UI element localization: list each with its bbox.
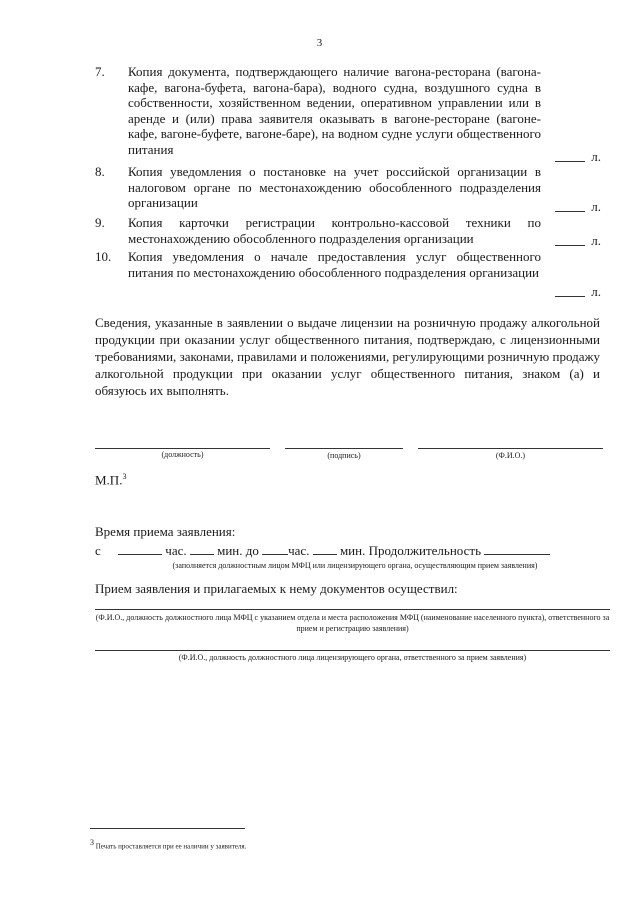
time-duration-label: мин. Продолжительность bbox=[339, 543, 482, 558]
time-minutes-to-label: мин. до bbox=[217, 543, 259, 558]
item-number: 9. bbox=[95, 215, 105, 230]
pages-blank bbox=[555, 283, 585, 297]
position-line[interactable] bbox=[95, 448, 270, 449]
pages-unit: л. bbox=[591, 232, 601, 248]
time-title: Время приема заявления: bbox=[95, 524, 236, 539]
time-caption: (заполняется должностным лицом МФЦ или лицензирующего органа, осуществляющим прием заявления) bbox=[172, 561, 538, 570]
footnote-separator bbox=[90, 828, 245, 829]
pages-unit: л. bbox=[591, 198, 601, 214]
authority-officer-caption: (Ф.И.О., должность должностного лица лицензирующего органа, ответственного за прием заявления) bbox=[178, 653, 527, 662]
item-number: 7. bbox=[95, 64, 105, 79]
duration-field[interactable] bbox=[484, 542, 550, 555]
item-number: 10. bbox=[95, 249, 112, 264]
start-hour-field[interactable] bbox=[118, 542, 162, 555]
authority-officer-line[interactable] bbox=[95, 650, 610, 651]
footnote bbox=[90, 838, 246, 850]
stamp-label bbox=[95, 472, 126, 488]
acceptance-title: Прием заявления и прилагаемых к нему документов осуществил: bbox=[95, 581, 458, 596]
item-text: Копия уведомления о начале предоставления услуг общественного питания по местонахождению обособленного подразделения организации bbox=[128, 249, 541, 280]
position-caption: (должность) bbox=[161, 450, 204, 459]
start-minute-field[interactable] bbox=[190, 542, 214, 555]
list-item bbox=[95, 164, 605, 212]
pages-unit: л. bbox=[591, 148, 601, 164]
item-text: Копия карточки регистрации контрольно-кассовой техники по местонахождению обособленного подразделения организации bbox=[128, 215, 541, 246]
end-minute-field[interactable] bbox=[313, 542, 337, 555]
mfc-officer-caption: (Ф.И.О., должность должностного лица МФЦ с указанием отдела и места расположения МФЦ (наименование населенного пункта), ответственного за прием и регистрацию заявления) bbox=[95, 613, 610, 633]
page-number: 3 bbox=[316, 37, 323, 49]
item-text: Копия уведомления о постановке на учет российской организации в налоговом органе по местонахождению обособленного подразделения организации bbox=[128, 164, 541, 210]
footnote-ref: 3 bbox=[122, 472, 127, 481]
footnote-number: 3 bbox=[90, 838, 94, 847]
time-from: с bbox=[95, 543, 101, 558]
time-row bbox=[95, 542, 615, 559]
list-item bbox=[95, 249, 605, 297]
pages-blank bbox=[555, 148, 585, 162]
name-caption: (Ф.И.О.) bbox=[495, 451, 526, 460]
item-number: 8. bbox=[95, 164, 105, 179]
stamp-text: М.П. bbox=[95, 472, 123, 488]
pages-blank bbox=[555, 198, 585, 212]
pages-blank bbox=[555, 232, 585, 246]
footnote-text: Печать проставляется при ее наличии у заявителя. bbox=[95, 842, 247, 851]
end-hour-field[interactable] bbox=[262, 542, 288, 555]
pages-unit: л. bbox=[591, 283, 601, 299]
item-text: Копия документа, подтверждающего наличие вагона-ресторана (вагона-кафе, вагона-буфета, вагона-бара), водного судна, воздушного судна в собственности, хозяйственном ведении, оперативном управлении или в аренде и (или) права заявителя оказывать в вагоне-ресторане (вагоне-кафе, вагоне-буфете, вагоне-баре), на водном судне услуги общественного питания bbox=[128, 64, 541, 157]
time-hours-label: час. bbox=[165, 543, 187, 558]
declaration-text: Сведения, указанные в заявлении о выдаче лицензии на розничную продажу алкогольной продукции при оказании услуг общественного питания, подтверждаю, с лицензионными требованиями, законами, правилами и положениями, регулирующими розничную продажу алкогольной продукции при оказании услуг общественного питания, знаком (а) и обязуюсь их выполнять. bbox=[95, 315, 600, 398]
signature-caption: (подпись) bbox=[327, 451, 361, 460]
time-hours2-label: час. bbox=[288, 543, 310, 558]
name-line[interactable] bbox=[418, 448, 603, 449]
signature-line[interactable] bbox=[285, 448, 403, 449]
list-item bbox=[95, 64, 605, 162]
list-item bbox=[95, 215, 605, 246]
mfc-officer-line[interactable] bbox=[95, 609, 610, 610]
